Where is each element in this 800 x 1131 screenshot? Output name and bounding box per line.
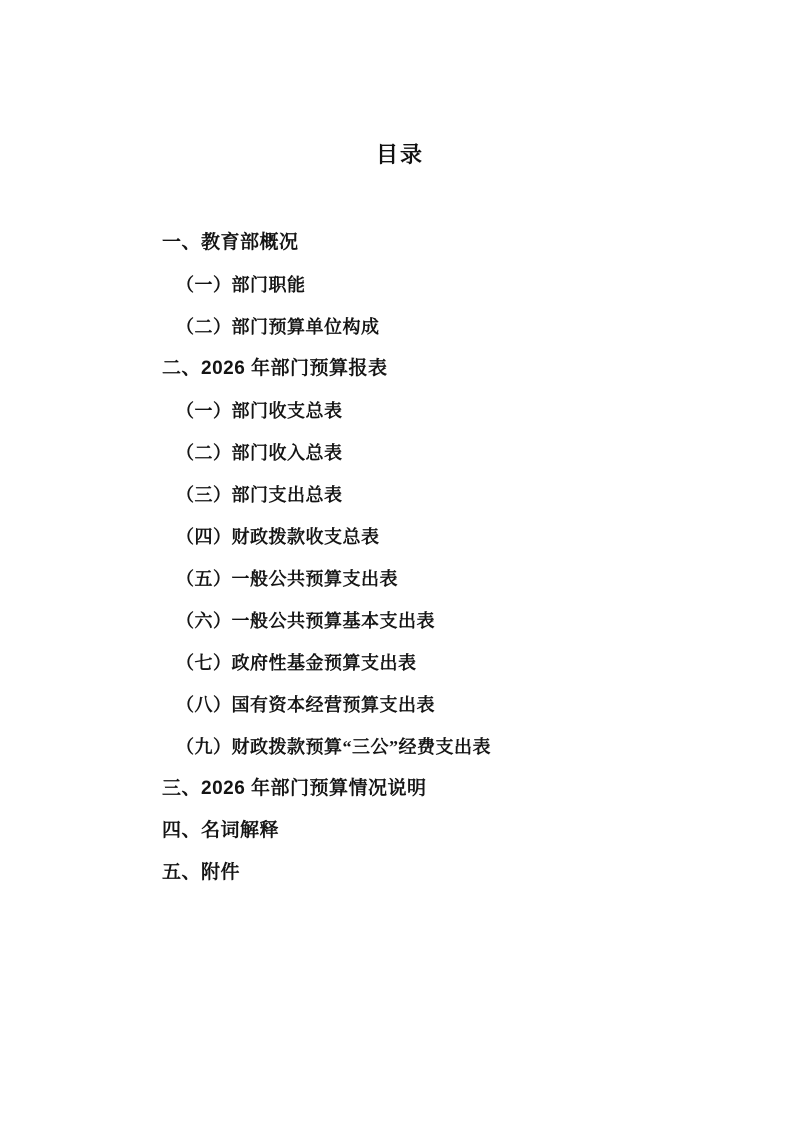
toc-entry-1[interactable]: 一、教育部概况 <box>162 232 299 253</box>
toc-entry-7[interactable]: （三）部门支出总表 <box>176 485 343 505</box>
toc-entry-10[interactable]: （六）一般公共预算基本支出表 <box>176 611 435 631</box>
toc-entry-2[interactable]: （一）部门职能 <box>176 275 306 295</box>
page-title: 目录 <box>375 142 424 167</box>
toc-entry-15[interactable]: 四、名词解释 <box>162 820 280 841</box>
toc-entry-5[interactable]: （一）部门收支总表 <box>176 401 343 421</box>
toc-entry-16[interactable]: 五、附件 <box>162 862 241 883</box>
toc-entry-14[interactable]: 三、2026 年部门预算情况说明 <box>162 778 427 799</box>
toc-entry-4[interactable]: 二、2026 年部门预算报表 <box>162 358 388 379</box>
table-of-contents <box>162 222 682 894</box>
toc-entry-12[interactable]: （八）国有资本经营预算支出表 <box>176 695 435 715</box>
toc-entry-8[interactable]: （四）财政拨款收支总表 <box>176 527 380 547</box>
toc-entry-3[interactable]: （二）部门预算单位构成 <box>176 317 380 337</box>
toc-entry-13[interactable]: （九）财政拨款预算“三公”经费支出表 <box>176 737 491 757</box>
toc-entry-9[interactable]: （五）一般公共预算支出表 <box>176 569 398 589</box>
toc-entry-11[interactable]: （七）政府性基金预算支出表 <box>176 653 417 673</box>
toc-entry-6[interactable]: （二）部门收入总表 <box>176 443 343 463</box>
